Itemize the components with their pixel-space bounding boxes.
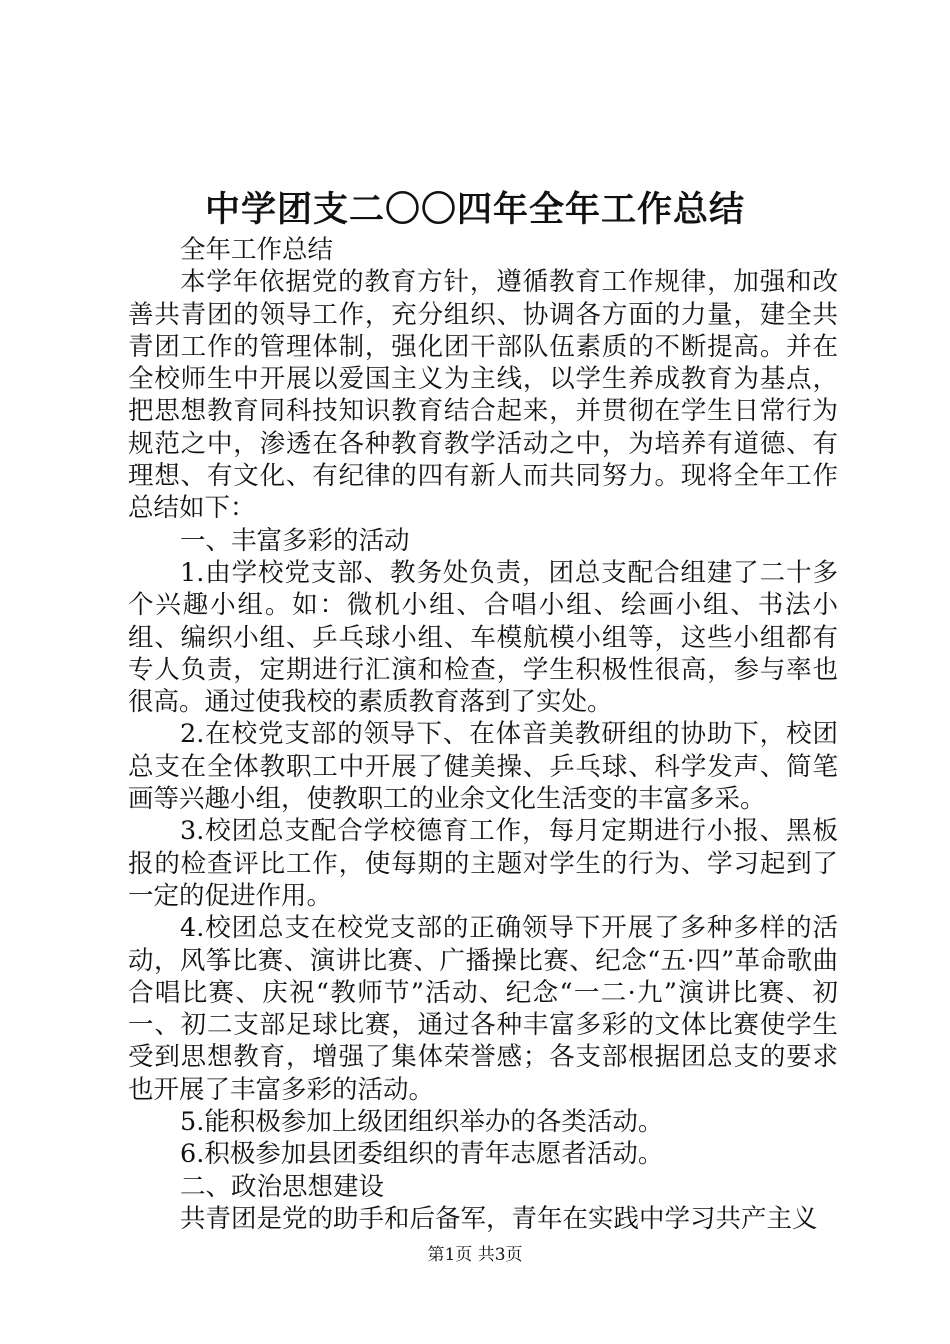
- paragraph-item-6: 6.积极参加县团委组织的青年志愿者活动。: [180, 1139, 664, 1170]
- section-heading-activities: 一、丰富多彩的活动: [180, 525, 410, 556]
- paragraph-item-1: 1.由学校党支部、教务处负责，团总支配合组建了二十多个兴趣小组。如：微机小组、合唱小组、绘画小组、书法小组、编织小组、乒乓球小组、车模航模小组等，这些小组都有专人负责，定期进行汇演和检查，学生积极性很高，参与率也很高。通过使我校的素质教育落到了实处。: [128, 557, 838, 718]
- paragraph-item-3: 3.校团总支配合学校德育工作，每月定期进行小报、黑板报的检查评比工作，使每期的主题对学生的行为、学习起到了一定的促进作用。: [128, 816, 838, 911]
- section-heading-politics: 二、政治思想建设: [180, 1171, 385, 1202]
- paragraph-politics: 共青团是党的助手和后备军，青年在实践中学习共产主义: [180, 1203, 818, 1234]
- document-title: 中学团支二〇〇四年全年工作总结: [204, 189, 745, 230]
- document-body: [128, 234, 838, 1235]
- paragraph-item-5: 5.能积极参加上级团组织举办的各类活动。: [180, 1107, 664, 1138]
- paragraph-intro: 本学年依据党的教育方针，遵循教育工作规律，加强和改善共青团的领导工作，充分组织、协调各方面的力量，建全共青团工作的管理体制，强化团干部队伍素质的不断提高。并在全校师生中开展以爱国主义为主线，以学生养成教育为基点，把思想教育同科技知识教育结合起来，并贯彻在学生日常行为规范之中，渗透在各种教育教学活动之中，为培养有道德、有理想、有文化、有纪律的四有新人而共同努力。现将全年工作总结如下：: [128, 267, 838, 524]
- paragraph-subtitle: 全年工作总结: [180, 235, 334, 265]
- paragraph-item-4: 4.校团总支在校党支部的正确领导下开展了多种多样的活动，风筝比赛、演讲比赛、广播操比赛、纪念“五·四”革命歌曲合唱比赛、庆祝“教师节”活动、纪念“一二·九”演讲比赛、初一、初二支部足球比赛，通过各种丰富多彩的文体比赛使学生受到思想教育，增强了集体荣誉感；各支部根据团总支的要求也开展了丰富多彩的活动。: [128, 913, 838, 1105]
- paragraph-item-2: 2.在校党支部的领导下、在体音美教研组的协助下，校团总支在全体教职工中开展了健美操、乒乓球、科学发声、简笔画等兴趣小组，使教职工的业余文化生活变的丰富多采。: [128, 719, 838, 815]
- page-footer: 第1页 共3页: [427, 1245, 523, 1265]
